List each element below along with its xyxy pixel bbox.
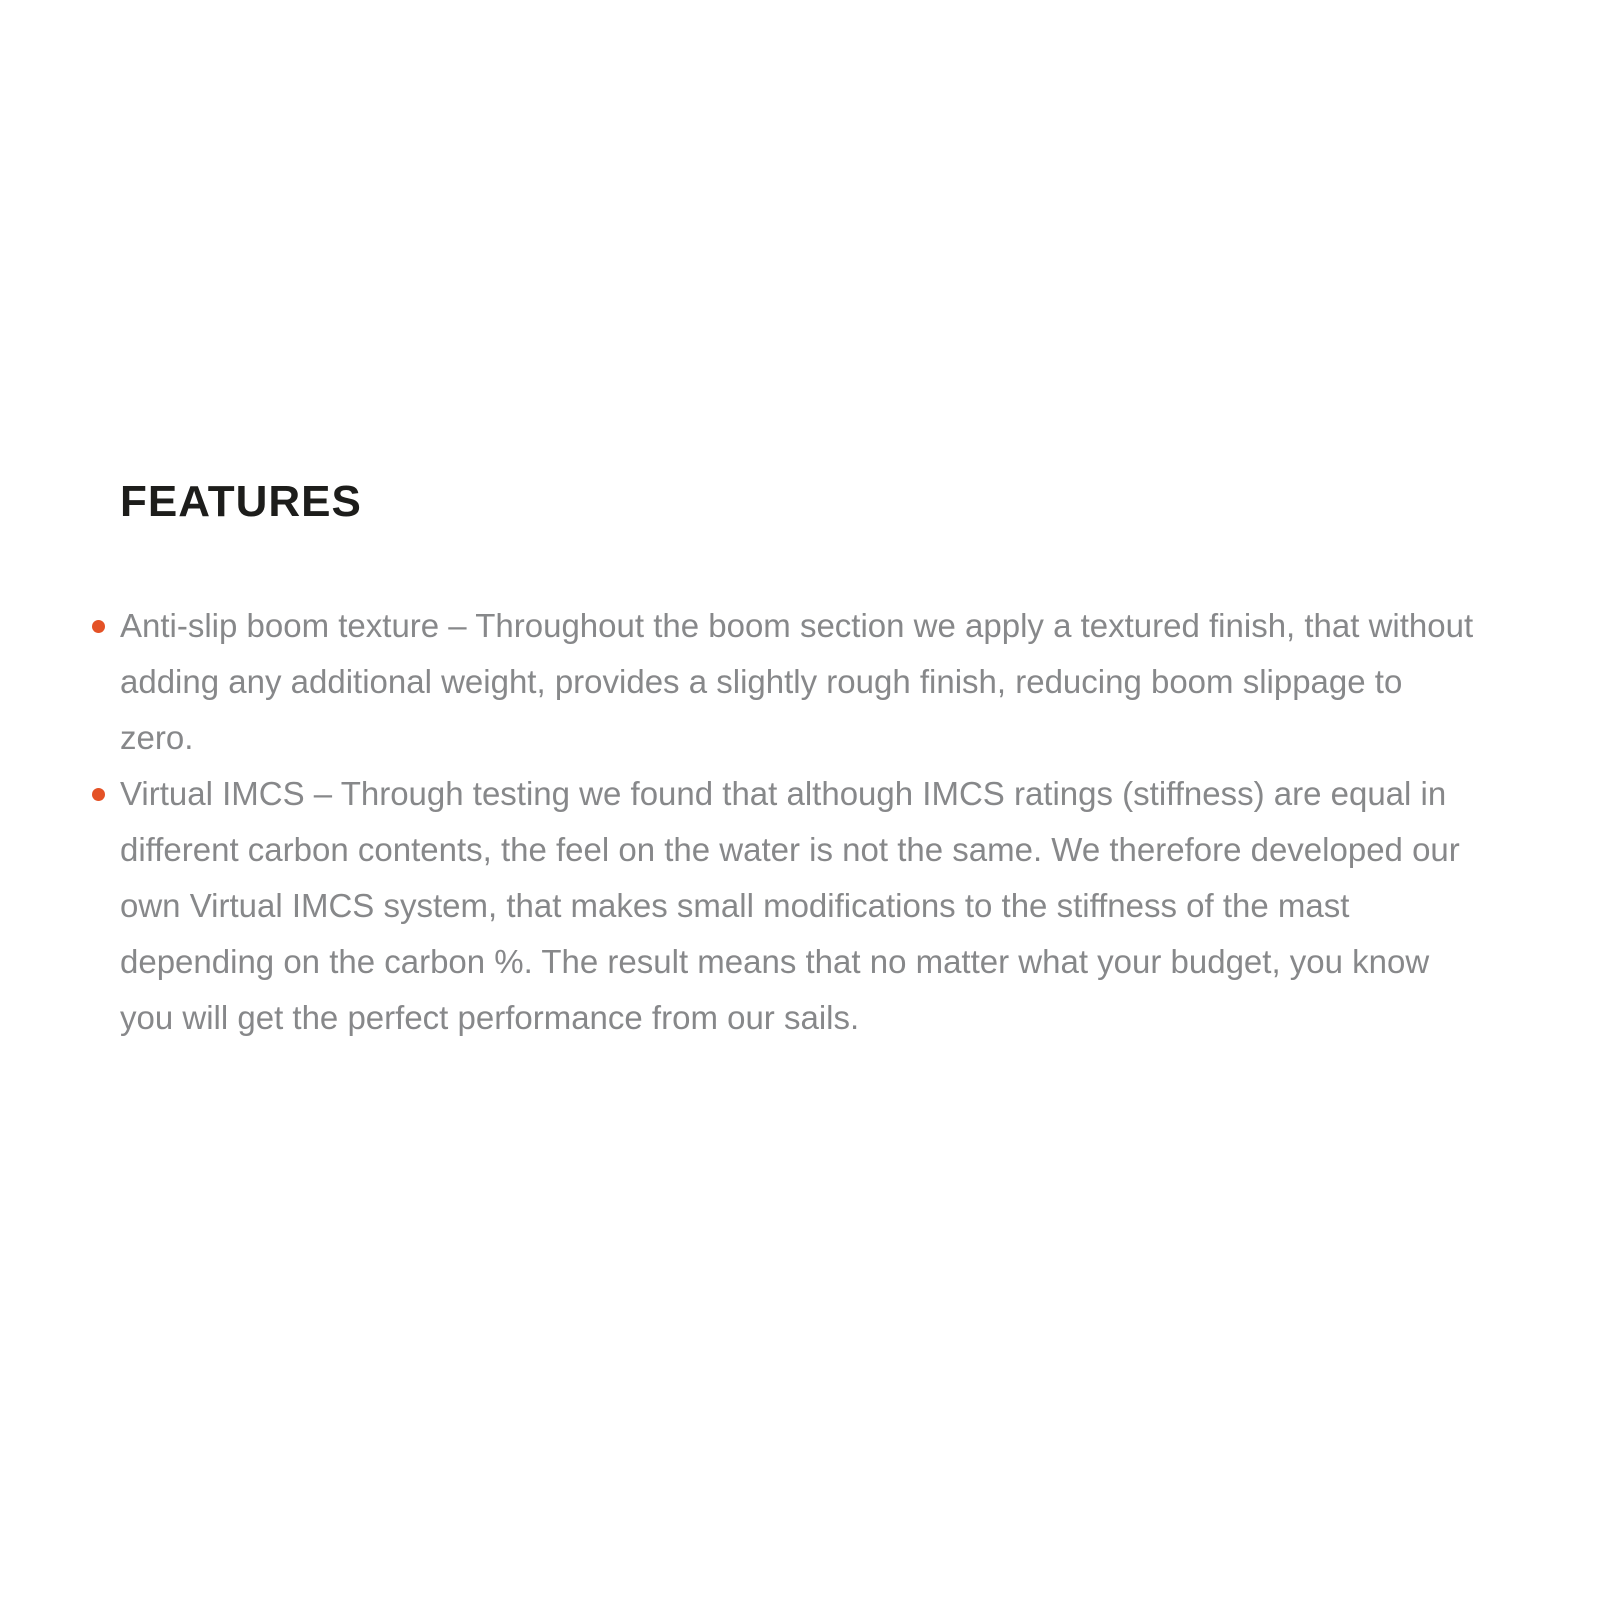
- bullet-text: Virtual IMCS – Through testing we found that although IMCS ratings (stiffness) are equal in different carbon contents, the feel on the water is not the same. We therefore developed our own Virtual IMCS system, that makes small modifications to the stiffness of the mast depending on the carbon %. The result means that no matter what your budget, you know you will get the perfect performance from our sails.: [120, 775, 1460, 1036]
- list-item: [92, 598, 1484, 766]
- features-list: [92, 598, 1484, 1046]
- bullet-icon: [92, 788, 105, 801]
- list-item: [92, 766, 1484, 1046]
- section-heading: FEATURES: [120, 476, 362, 526]
- bullet-text: Anti-slip boom texture – Throughout the boom section we apply a textured finish, that without adding any additional weight, provides a slightly rough finish, reducing boom slippage to zero.: [120, 607, 1474, 756]
- bullet-icon: [92, 620, 105, 633]
